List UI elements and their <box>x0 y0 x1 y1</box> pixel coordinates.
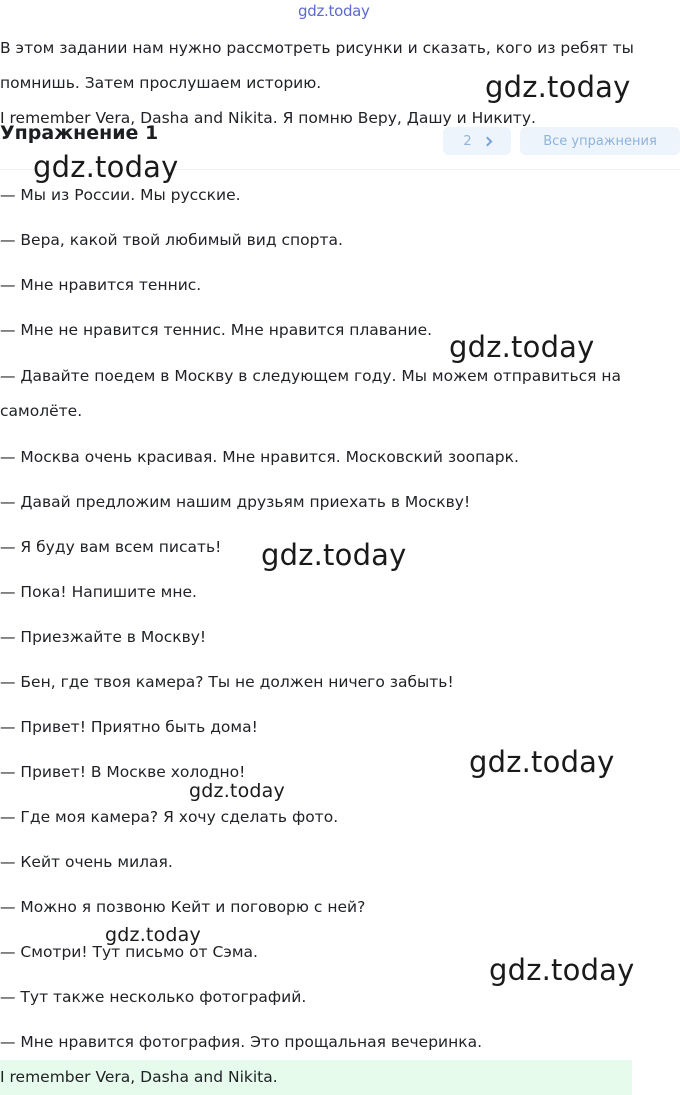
watermark: gdz.today <box>489 953 635 987</box>
dialogue-line: — Давайте поедем в Москву в следующем году. Мы можем отправиться на самолёте. <box>0 367 621 420</box>
chevron-right-icon <box>482 136 492 146</box>
watermark: gdz.today <box>485 70 631 104</box>
exercise-title: Упражнение 1 <box>0 124 159 144</box>
dialogue-line: — Можно я позвоню Кейт и поговорю с ней? <box>0 898 366 916</box>
dialogue-line: — Кейт очень милая. <box>0 853 173 871</box>
dialogue-line: — Мне не нравится теннис. Мне нравится плавание. <box>0 321 433 339</box>
dialogue-line: — Мне нравится теннис. <box>0 276 202 294</box>
dialogue-line: — Москва очень красивая. Мне нравится. Московский зоопарк. <box>0 448 519 466</box>
dialogue-line: — Давай предложим нашим друзьям приехать в Москву! <box>0 493 471 511</box>
dialogue-line: — Мы из России. Мы русские. <box>0 186 241 204</box>
watermark: gdz.today <box>449 330 595 364</box>
next-exercise-button[interactable] <box>443 127 511 155</box>
watermark: gdz.today <box>33 150 179 184</box>
watermark: gdz.today <box>469 745 615 779</box>
dialogue-line: — Привет! Приятно быть дома! <box>0 718 258 736</box>
watermark: gdz.today <box>189 780 285 802</box>
all-exercises-label: Все упражнения <box>543 133 657 149</box>
all-exercises-button[interactable] <box>520 127 680 155</box>
dialogue-line: — Приезжайте в Москву! <box>0 628 207 646</box>
dialogue-line: — Бен, где твоя камера? Ты не должен ничего забыть! <box>0 673 454 691</box>
answer-highlight: I remember Vera, Dasha and Nikita. <box>0 1060 632 1095</box>
watermark: gdz.today <box>261 538 407 572</box>
dialogue-line: — Пока! Напишите мне. <box>0 583 197 601</box>
intro-remember: I remember Vera, Dasha and Nikita. Я помню Веру, Дашу и Никиту. <box>0 109 536 127</box>
dialogue-line: — Вера, какой твой любимый вид спорта. <box>0 231 343 249</box>
dialogue-line: — Тут также несколько фотографий. <box>0 988 307 1006</box>
watermark: gdz.today <box>105 924 201 946</box>
dialogue-line: — Я буду вам всем писать! <box>0 538 222 556</box>
next-exercise-number: 2 <box>463 133 472 149</box>
dialogue-line: — Привет! В Москве холодно! <box>0 763 246 781</box>
dialogue-line: — Смотри! Тут письмо от Сэма. <box>0 943 258 961</box>
intro-paragraph: В этом задании нам нужно рассмотреть рисунки и сказать, кого из ребят ты помнишь. Затем прослушаем историю. <box>0 39 634 92</box>
watermark-top: gdz.today <box>298 2 370 20</box>
dialogue-line: — Где моя камера? Я хочу сделать фото. <box>0 808 339 826</box>
dialogue-line: — Мне нравится фотография. Это прощальная вечеринка. <box>0 1033 483 1051</box>
